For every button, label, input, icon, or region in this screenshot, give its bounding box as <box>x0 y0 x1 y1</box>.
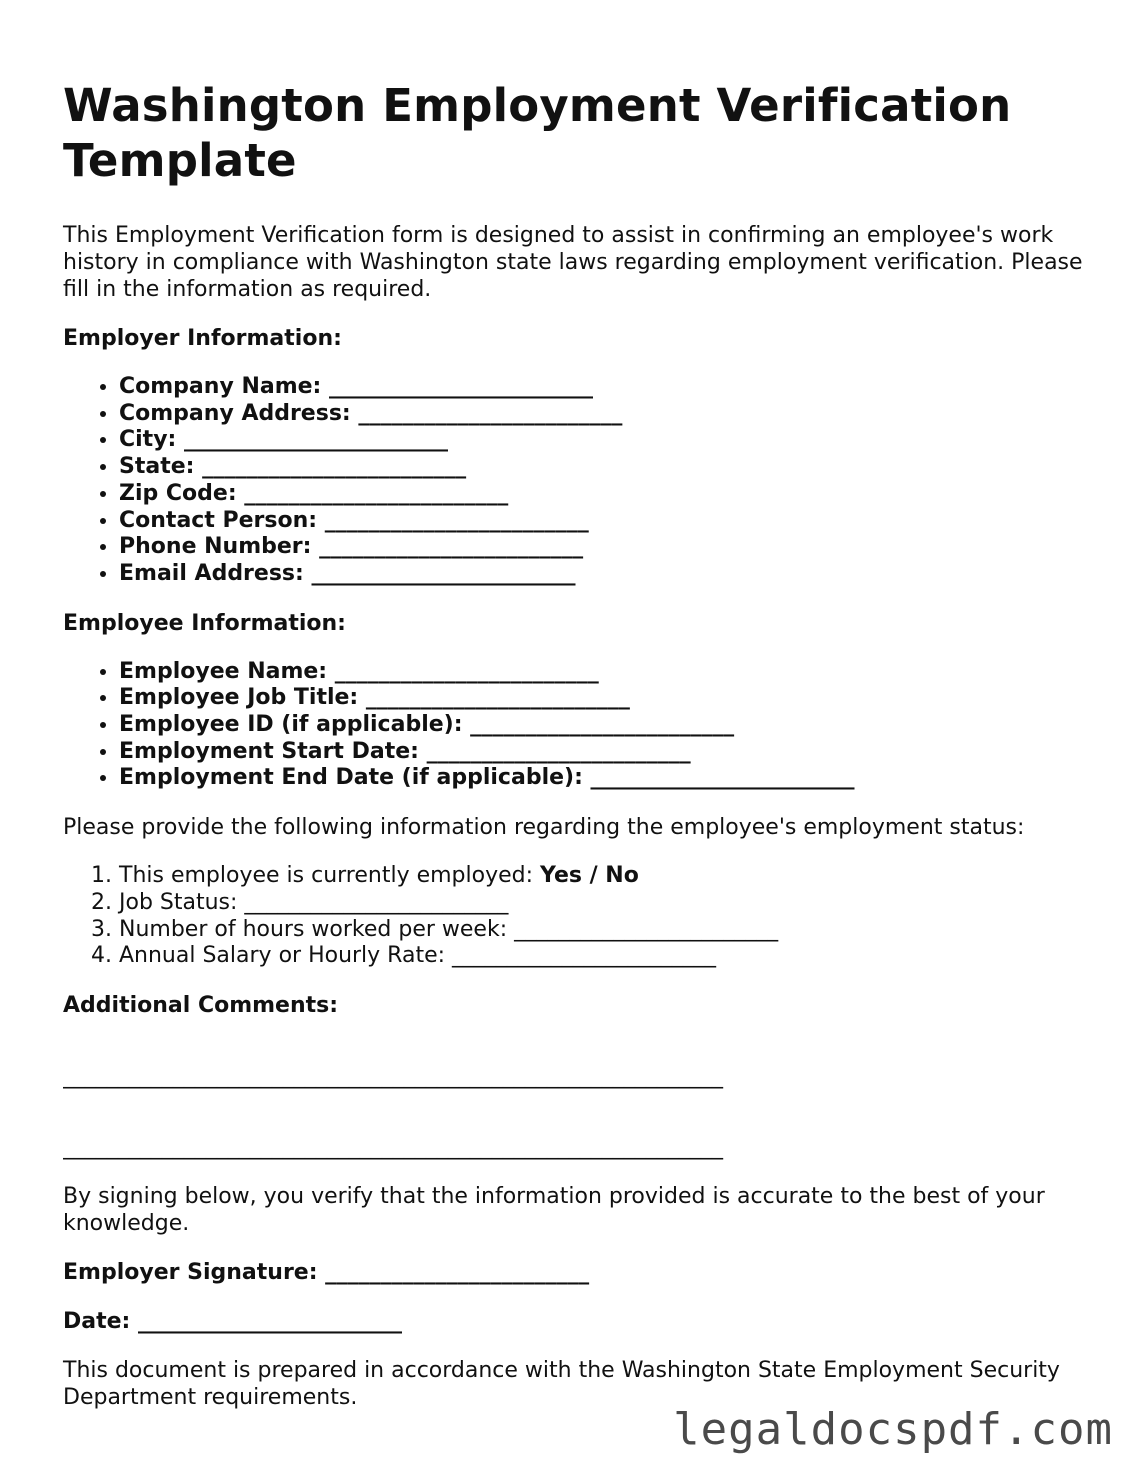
employee-field-start-date: • Employment Start Date: ________________________ <box>119 739 1093 766</box>
status-item-salary-rate: 4. Annual Salary or Hourly Rate: ________________________ <box>119 943 1093 970</box>
status-item-currently-employed-label: This employee is currently employed: <box>119 863 541 889</box>
employee-field-end-date: • Employment End Date (if applicable): ________________________ <box>119 765 1093 792</box>
comments-line-1: ____________________________________________________________ <box>63 1063 723 1089</box>
employee-field-id: • Employee ID (if applicable): ________________________ <box>119 712 1093 739</box>
status-item-currently-employed <box>119 863 1093 890</box>
document-page <box>63 78 1093 1433</box>
status-list <box>63 863 1093 970</box>
employee-section-heading: Employee Information: <box>63 610 346 636</box>
employer-info-list <box>63 374 1093 588</box>
comments-spacer-2 <box>63 1112 1093 1134</box>
status-item-hours-per-week: 3. Number of hours worked per week: ________________________ <box>119 917 1093 944</box>
status-intro: Please provide the following information regarding the employee's employment status: <box>63 815 1025 841</box>
employer-field-company-address: • Company Address: ________________________ <box>119 401 1093 428</box>
comments-section-heading: Additional Comments: <box>63 992 339 1018</box>
employer-section-heading: Employer Information: <box>63 326 342 351</box>
employer-field-city: • City: ________________________ <box>119 427 1093 454</box>
employer-field-state: • State: ________________________ <box>119 454 1093 481</box>
footer-note: This document is prepared in accordance with the Washington State Employment Security Department requirements. <box>63 1357 1060 1410</box>
employer-field-contact-person: • Contact Person: ________________________ <box>119 508 1093 535</box>
document-title: Washington Employment Verification Template <box>63 79 1012 187</box>
date-line: Date: ________________________ <box>63 1308 403 1334</box>
employer-signature-line: Employer Signature: ________________________ <box>63 1259 590 1285</box>
employer-field-zip-code: • Zip Code: ________________________ <box>119 481 1093 508</box>
comments-spacer <box>63 1041 1093 1063</box>
employer-field-email-address: • Email Address: ________________________ <box>119 561 1093 588</box>
comments-line-2: ____________________________________________________________ <box>63 1134 723 1160</box>
employee-field-name: • Employee Name: ________________________ <box>119 659 1093 686</box>
employer-field-company-name: • Company Name: ________________________ <box>119 374 1093 401</box>
status-item-job-status: 2. Job Status: ________________________ <box>119 890 1093 917</box>
watermark-text: legaldocspdf.com <box>673 1404 1113 1455</box>
employee-info-list <box>63 659 1093 793</box>
yes-no-choice: Yes / No <box>540 863 639 889</box>
intro-paragraph: This Employment Verification form is designed to assist in confirming an employee's work history in compliance with Washington state laws regarding employment verification. Please fill in the information as required. <box>63 223 1083 302</box>
verification-paragraph: By signing below, you verify that the information provided is accurate to the best of your knowledge. <box>63 1183 1045 1236</box>
employee-field-job-title: • Employee Job Title: ________________________ <box>119 685 1093 712</box>
employer-field-phone-number: • Phone Number: ________________________ <box>119 534 1093 561</box>
